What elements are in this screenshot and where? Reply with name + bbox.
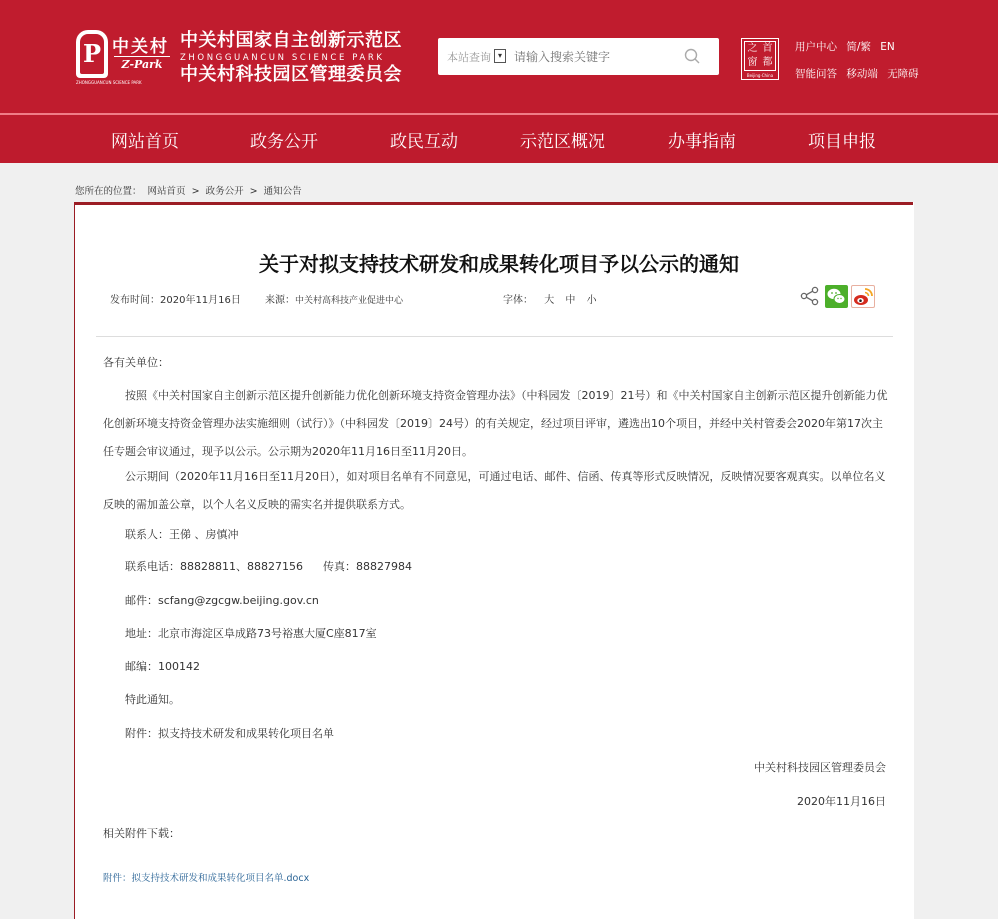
breadcrumb-home[interactable]: 网站首页 (147, 186, 186, 197)
breadcrumb-separator: > (191, 186, 200, 197)
nav-item-government-affairs[interactable]: 政务公开 (250, 132, 318, 152)
simplified-traditional-toggle[interactable]: 简/繁 (846, 41, 871, 53)
utility-links-bottom (795, 66, 925, 81)
wechat-share-icon[interactable] (825, 285, 848, 308)
zpark-logo[interactable] (76, 30, 172, 90)
publish-date: 发布时间：2020年11月16日 (110, 295, 241, 306)
contact-fax: 传真：88827984 (322, 560, 412, 573)
contact-address: 地址：北京市海淀区阜成路73号裕惠大厦C座817室 (125, 627, 377, 640)
site-header (0, 0, 998, 113)
attachment-note: 附件：拟支持技术研发和成果转化项目名单 (125, 727, 334, 740)
user-center-link[interactable]: 用户中心 (795, 41, 837, 53)
article-header-divider (96, 336, 893, 337)
nav-item-project-application[interactable]: 项目申报 (808, 132, 876, 152)
mobile-link[interactable]: 移动端 (846, 68, 878, 80)
english-link[interactable]: EN (880, 41, 895, 53)
accessibility-link[interactable]: 无障碍 (887, 68, 919, 80)
downloads-heading: 相关附件下载： (103, 827, 180, 840)
breadcrumb-prefix: 您所在的位置： (75, 186, 142, 197)
weibo-share-icon[interactable] (851, 285, 875, 308)
attachment-download-link[interactable]: 附件：拟支持技术研发和成果转化项目名单.docx (103, 873, 310, 884)
font-size-selector: 字体： 大 中 小 (503, 295, 597, 306)
contact-postcode: 邮编：100142 (125, 660, 200, 673)
search-scope-label: 本站查询 (447, 51, 491, 64)
nav-item-interaction[interactable]: 政民互动 (390, 132, 458, 152)
capital-logo-grid: 之 首 窗 都 (744, 41, 776, 71)
smart-qa-link[interactable]: 智能问答 (795, 68, 837, 80)
signature-organization: 中关村科技园区管理委员会 (754, 761, 886, 774)
site-title (180, 30, 402, 86)
breadcrumb-separator: > (249, 186, 258, 197)
article-container-top-border (74, 202, 913, 205)
search-scope-dropdown[interactable]: ▾ (494, 49, 506, 63)
zpark-emblem-icon: P (76, 30, 108, 78)
site-title-line2: 中关村科技园区管理委员会 (180, 64, 402, 85)
search-icon[interactable] (684, 48, 700, 64)
contact-email: 邮件：scfang@zgcgw.beijing.gov.cn (125, 594, 319, 607)
logo-cn-text: 中关村 (112, 37, 169, 57)
capital-window-logo[interactable] (741, 38, 779, 80)
contact-person: 联系人：王俤 、房慎冲 (125, 528, 239, 541)
nav-item-overview[interactable]: 示范区概况 (520, 132, 605, 152)
utility-links-top (795, 39, 901, 54)
main-nav (0, 115, 998, 163)
nav-item-service-guide[interactable]: 办事指南 (668, 132, 736, 152)
font-size-large[interactable]: 大 (544, 295, 555, 306)
article-title: 关于对拟支持技术研发和成果转化项目予以公示的通知 (259, 252, 739, 276)
article-paragraph-2: 公示期间（2020年11月16日至11月20日），如对项目名单有不同意见，可通过电话、邮件、信函、传真等形式反映情况，反映情况要客观真实。以单位名义反映的需加盖公章，以个人名义反映的需实名并提供联系方式。 (103, 470, 886, 511)
breadcrumb-notices[interactable]: 通知公告 (263, 186, 302, 197)
nav-item-home[interactable]: 网站首页 (111, 132, 179, 152)
article-paragraph-1: 按照《中关村国家自主创新示范区提升创新能力优化创新环境支持资金管理办法》（中科园发〔2019〕21号）和《中关村国家自主创新示范区提升创新能力优化创新环境支持资金管理办法实施细则（试行）》（中科园发〔2019〕24号）的有关规定，经过项目评审，遴选出10个项目，并经中关村管委会2020年第17次主任专题会审议通过，现予以公示。公示期为2020年11月16日至11月20日。 (103, 389, 888, 458)
logo-sub-text: ZHONGGUANCUN SCIENCE PARK (76, 80, 142, 85)
article-source: 来源：中关村高科技产业促进中心 (265, 295, 404, 306)
contact-phone: 联系电话：88828811、88827156 传真：88827984 (125, 560, 412, 573)
logo-en-text: Z-Park (114, 56, 170, 71)
site-title-english: ZHONGGUANCUN SCIENCE PARK (180, 53, 385, 63)
capital-logo-caption: Beijing·China (746, 73, 774, 78)
search-input[interactable] (514, 47, 674, 67)
share-icon[interactable] (800, 286, 820, 306)
search-box (438, 38, 719, 75)
closing-text: 特此通知。 (125, 693, 180, 706)
font-size-small[interactable]: 小 (586, 295, 597, 306)
signature-date: 2020年11月16日 (797, 795, 886, 808)
breadcrumb-government-affairs[interactable]: 政务公开 (205, 186, 244, 197)
site-title-line1: 中关村国家自主创新示范区 (180, 30, 402, 51)
font-size-medium[interactable]: 中 (565, 295, 576, 306)
breadcrumb (75, 183, 305, 197)
salutation: 各有关单位： (103, 356, 169, 369)
